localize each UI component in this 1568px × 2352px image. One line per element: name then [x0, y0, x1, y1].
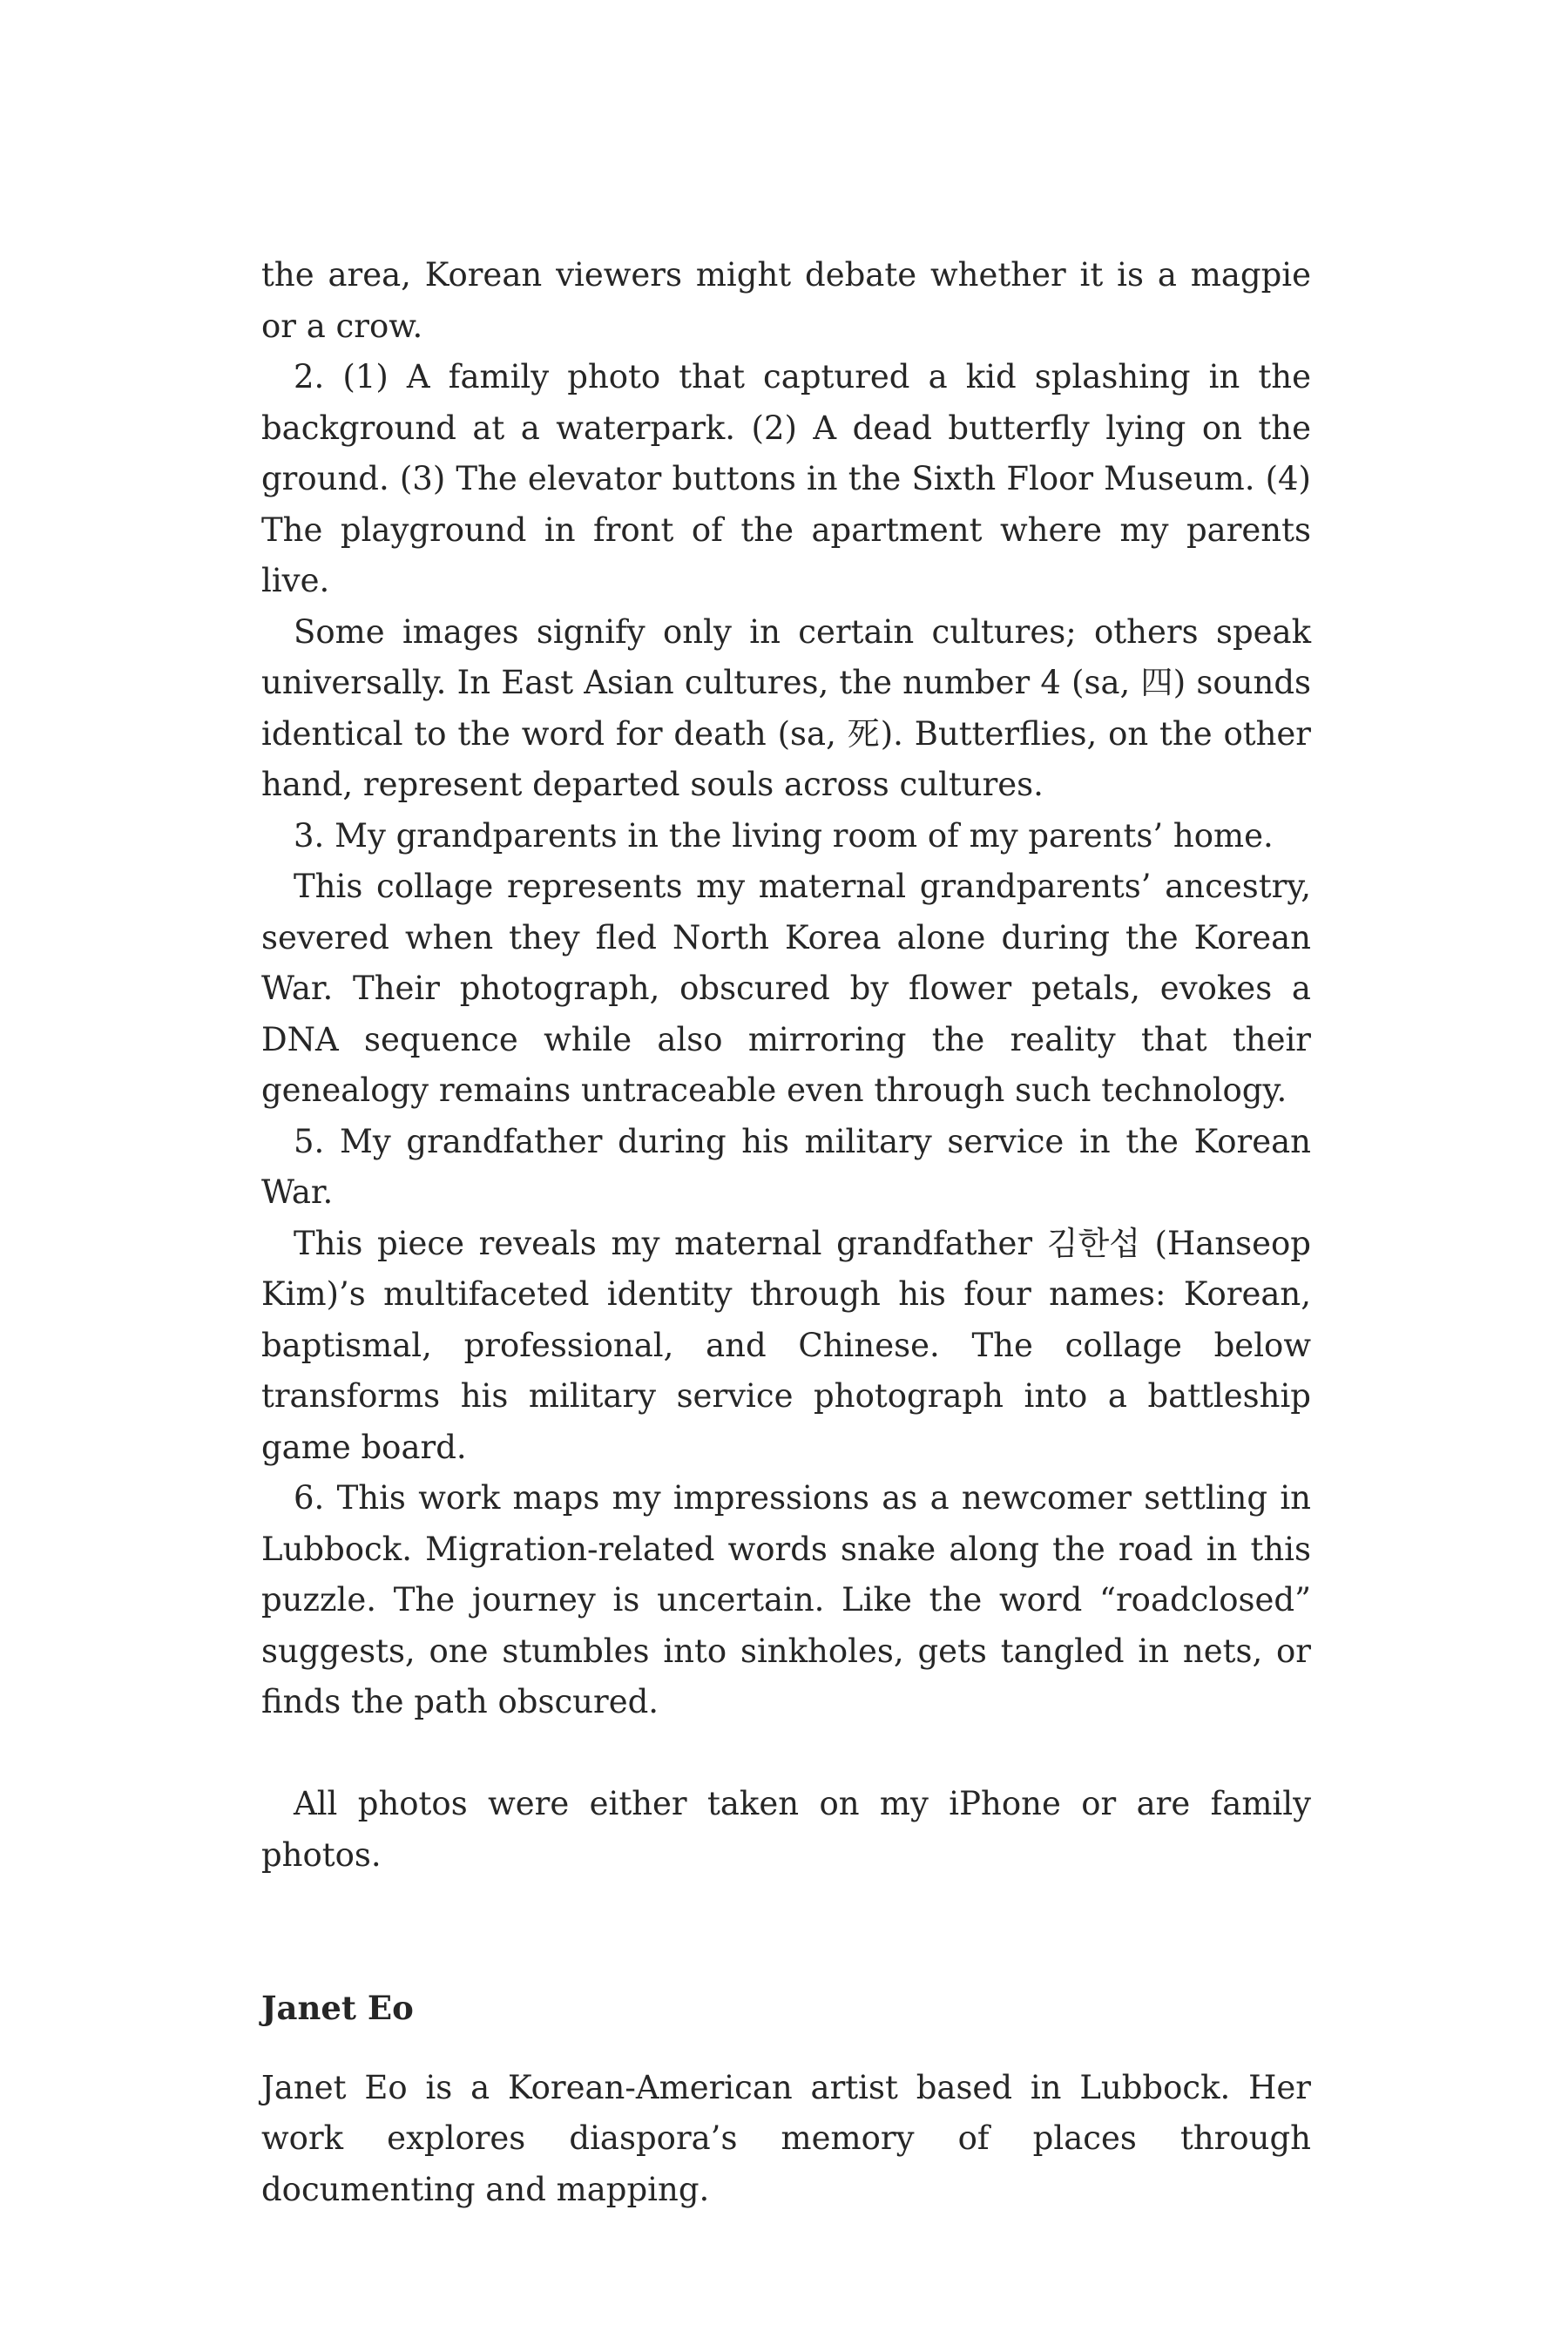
body-paragraph-cultures: Some images signify only in certain cultures; others speak universally. In East Asian cultures, the number 4 (sa, 四) sounds identical to the word for death (sa, 死). Butterflies, on the other hand, represent departed souls across cultures.: [261, 612, 1311, 803]
body-paragraph-caption-3: 3. My grandparents in the living room of my parents’ home.: [294, 816, 1274, 855]
body-paragraph-caption-2: 2. (1) A family photo that captured a kid splashing in the background at a waterpark. (2) A dead butterfly lying on the ground. (3) The elevator buttons in the Sixth Floor Museum. (4) The playground in front of the apartment where my parents live.: [261, 358, 1311, 599]
body-paragraph-ancestry: This collage represents my maternal grandparents’ ancestry, severed when they fled North Korea alone during the Korean War. Their photograph, obscured by flower petals, evokes a DNA sequence while also mirroring the reality that their genealogy remains untraceable even through such technology.: [261, 868, 1311, 1109]
text-column: [261, 250, 1311, 2215]
author-name-heading: Janet Eo: [261, 1989, 414, 2027]
body-paragraph-continuation: the area, Korean viewers might debate whether it is a magpie or a crow.: [261, 256, 1311, 345]
body-paragraph-caption-6: 6. This work maps my impressions as a newcomer settling in Lubbock. Migration-related words snake along the road in this puzzle. The journey is uncertain. Like the word “roadclosed” suggests, one stumbles into sinkholes, gets tangled in nets, or finds the path obscured.: [261, 1479, 1311, 1720]
heading-gap: [261, 2034, 1311, 2063]
body-paragraph-caption-5: 5. My grandfather during his military service in the Korean War.: [261, 1122, 1311, 1211]
section-gap: [261, 1881, 1311, 1983]
author-bio: Janet Eo is a Korean-American artist based in Lubbock. Her work explores diaspora’s memory of places through documenting and mapping.: [261, 2068, 1311, 2208]
paragraph-gap: [261, 1728, 1311, 1780]
body-paragraph-grandfather: This piece reveals my maternal grandfather 김한섭 (Hanseop Kim)’s multifaceted identity through his four names: Korean, baptismal, professional, and Chinese. The collage below transforms his military service photograph into a battleship game board.: [261, 1224, 1311, 1466]
photo-credit-note: All photos were either taken on my iPhone or are family photos.: [261, 1785, 1311, 1874]
